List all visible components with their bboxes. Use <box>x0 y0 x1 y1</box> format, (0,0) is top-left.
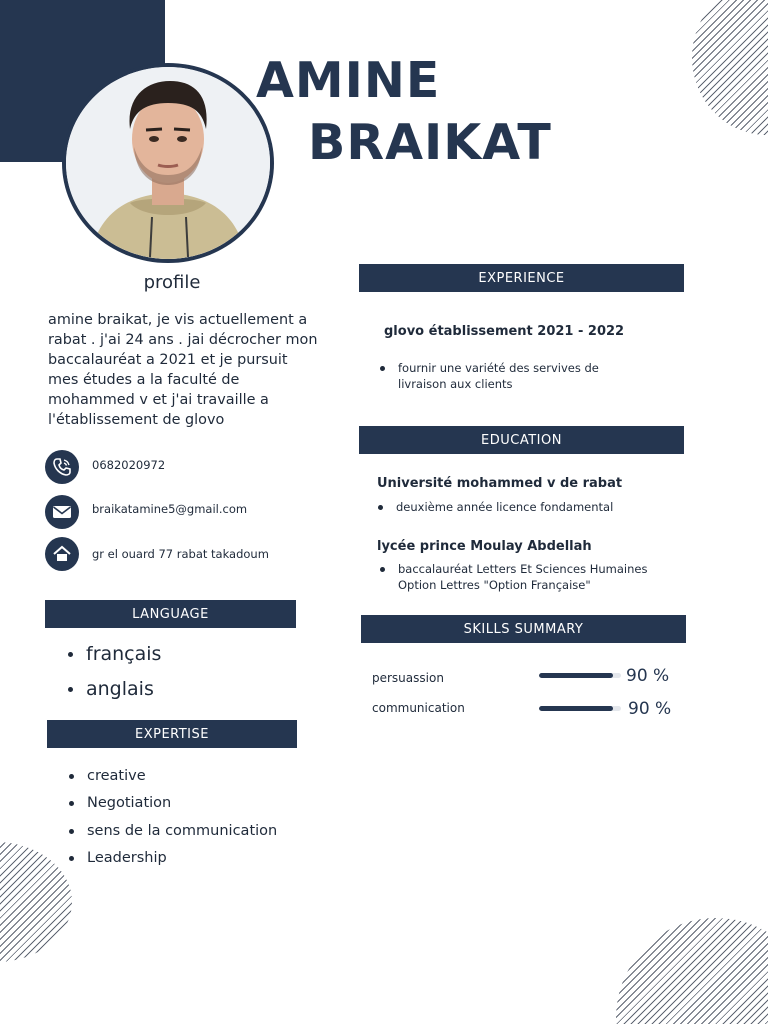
phone-icon <box>45 450 79 484</box>
profile-photo <box>62 63 274 263</box>
experience-heading: EXPERIENCE <box>359 264 684 292</box>
skill-bar-fill <box>539 706 613 711</box>
email-address: braikatamine5@gmail.com <box>92 502 248 516</box>
job-bullets <box>376 360 636 392</box>
job-title: glovo établissement 2021 - 2022 <box>384 324 625 339</box>
expertise-list <box>65 763 277 872</box>
profile-heading: profile <box>143 272 201 293</box>
hatched-circle-bottom-right <box>616 918 768 1024</box>
skill-bar <box>539 673 621 678</box>
list-item: Negotiation <box>65 790 277 817</box>
language-heading: LANGUAGE <box>45 600 296 628</box>
skill-percent: 90 % <box>628 699 672 719</box>
hatched-circle-bottom-left <box>0 842 72 962</box>
education-title: lycée prince Moulay Abdellah <box>377 539 592 554</box>
phone-number: 0682020972 <box>92 458 166 472</box>
portrait-illustration <box>66 67 270 259</box>
education-bullets <box>374 499 674 515</box>
profile-text: amine braikat, je vis actuellement a rabat . j'ai 24 ans . jai décrocher mon baccalauréat a 2021 et je pursuit mes études a la faculté de mohammed v et j'ai travaille a l'établissement de glovo <box>48 312 318 428</box>
skill-bar-fill <box>539 673 613 678</box>
hatched-circle-top-right <box>692 0 768 135</box>
list-item: sens de la communication <box>65 818 277 845</box>
education-title: Université mohammed v de rabat <box>377 476 623 491</box>
last-name: BRAIKAT <box>308 114 552 171</box>
list-item: Leadership <box>65 845 277 872</box>
education-bullets <box>376 561 676 593</box>
address: gr el ouard 77 rabat takadoum <box>92 547 269 561</box>
envelope-icon <box>45 495 79 529</box>
first-name: AMINE <box>256 52 441 109</box>
list-item: baccalauréat Letters Et Sciences Humaines Option Lettres "Option Française" <box>376 561 676 593</box>
skill-label: persuassion <box>372 671 444 685</box>
list-item: français <box>64 637 161 672</box>
skill-label: communication <box>372 701 465 715</box>
list-item: fournir une variété des servives de livraison aux clients <box>376 360 636 392</box>
list-item: anglais <box>64 672 161 707</box>
education-heading: EDUCATION <box>359 426 684 454</box>
expertise-heading: EXPERTISE <box>47 720 297 748</box>
skills-heading: SKILLS SUMMARY <box>361 615 686 643</box>
language-list <box>64 637 161 707</box>
list-item: deuxième année licence fondamental <box>374 499 674 515</box>
list-item: creative <box>65 763 277 790</box>
home-icon <box>45 537 79 571</box>
skill-percent: 90 % <box>626 666 670 686</box>
skill-bar <box>539 706 621 711</box>
